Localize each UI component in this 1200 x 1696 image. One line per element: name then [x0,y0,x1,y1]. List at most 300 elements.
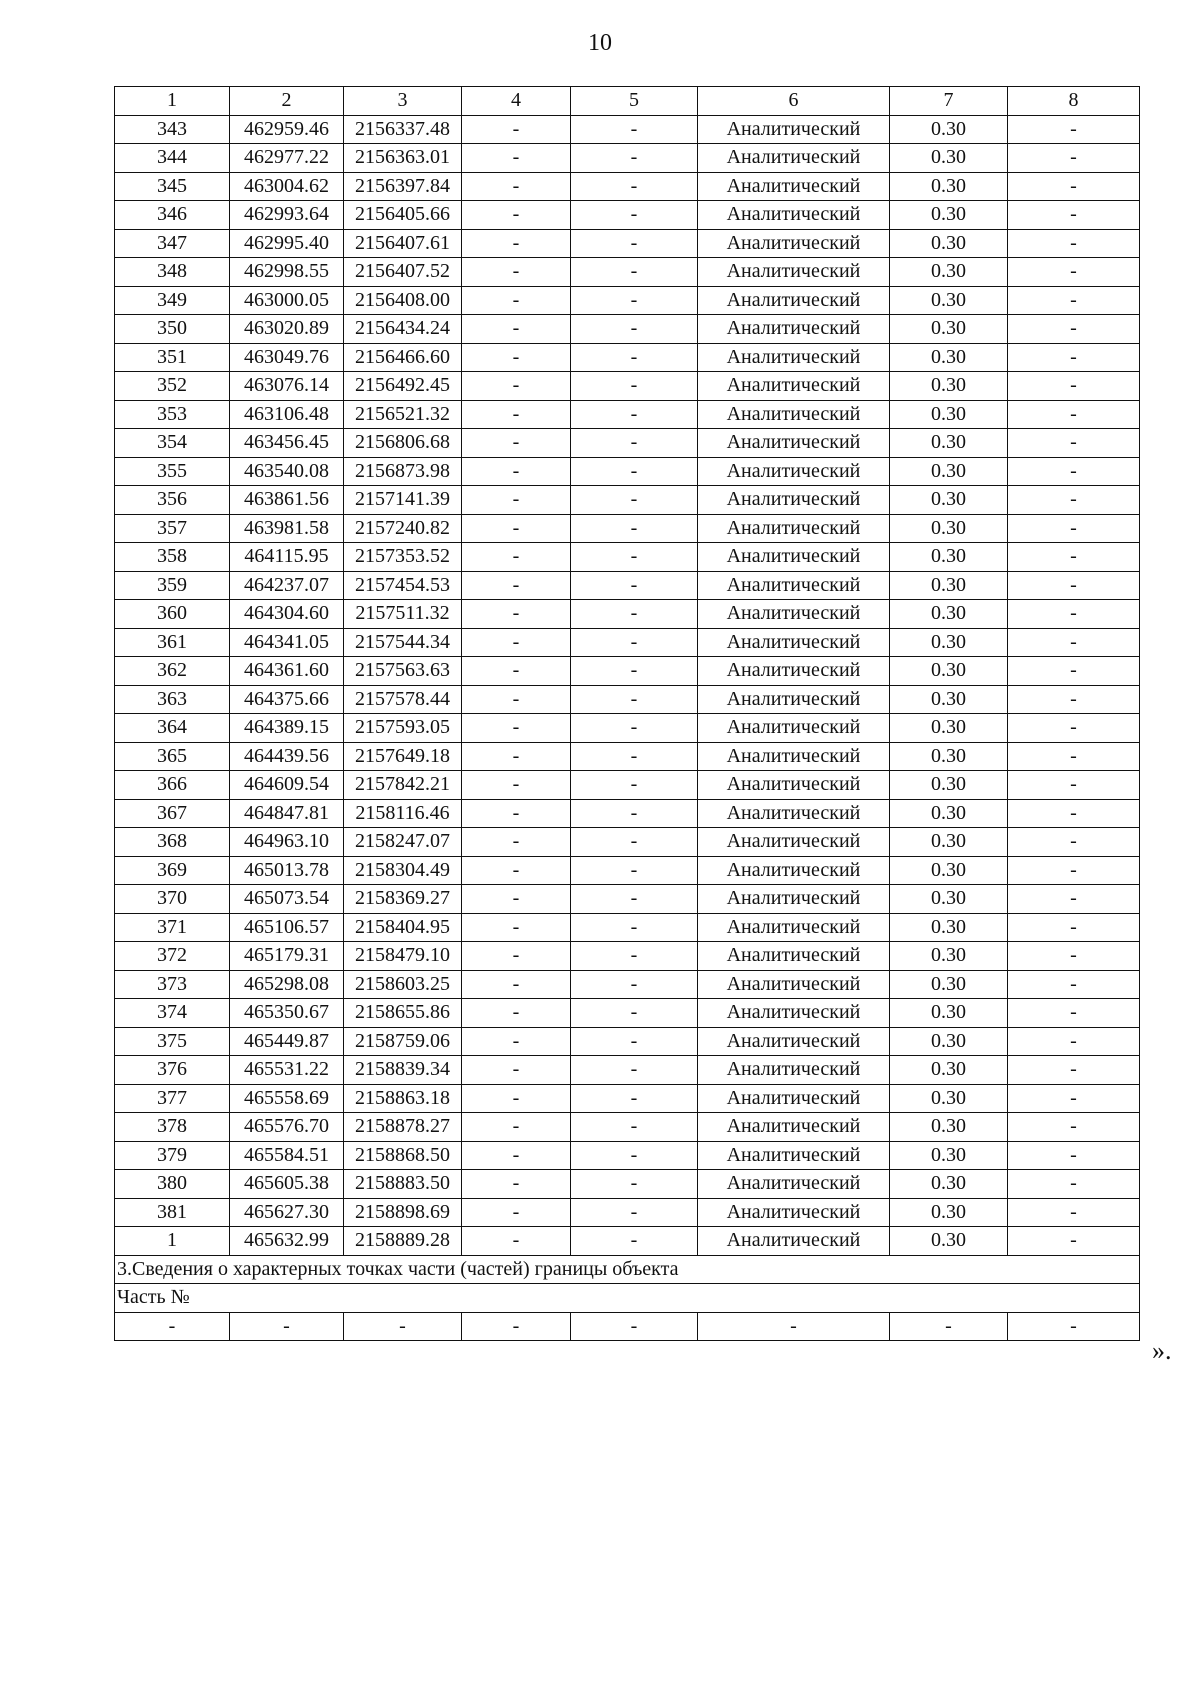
table-cell: - [1008,856,1140,885]
table-cell: 465449.87 [230,1027,344,1056]
table-cell: - [462,600,571,629]
table-cell: 463020.89 [230,315,344,344]
header-cell: 2 [230,87,344,116]
table-row [115,771,1140,800]
table-cell: 2156492.45 [344,372,462,401]
table-cell: - [462,429,571,458]
table-cell: 2156873.98 [344,457,462,486]
table-row [115,1084,1140,1113]
table-cell: 464115.95 [230,543,344,572]
table-cell: 344 [115,144,230,173]
table-cell: Аналитический [698,999,890,1028]
table-cell: - [571,201,698,230]
table-cell: - [571,457,698,486]
table-cell: - [571,628,698,657]
table-cell: 2157593.05 [344,714,462,743]
table-cell: - [571,1027,698,1056]
table-cell: - [571,856,698,885]
table-cell: - [1008,486,1140,515]
table-cell: - [1008,685,1140,714]
section-heading-row [115,1255,1140,1284]
table-cell: - [462,657,571,686]
table-cell: - [1008,144,1140,173]
table-cell: 0.30 [890,343,1008,372]
table-cell: - [1008,1113,1140,1142]
table-cell: 464963.10 [230,828,344,857]
table-cell: Аналитический [698,144,890,173]
table-cell: - [1008,1198,1140,1227]
table-cell: 350 [115,315,230,344]
table-cell: 365 [115,742,230,771]
table-cell: 2157454.53 [344,571,462,600]
table-cell: 353 [115,400,230,429]
boundary-points-table [114,86,1140,1341]
table-cell: 0.30 [890,1056,1008,1085]
table-cell: 364 [115,714,230,743]
table-row [115,600,1140,629]
table-row [115,144,1140,173]
table-cell: 357 [115,514,230,543]
table-cell: Аналитический [698,1198,890,1227]
table-row [115,1141,1140,1170]
table-cell: 345 [115,172,230,201]
table-cell: Аналитический [698,913,890,942]
table-cell: - [1008,172,1140,201]
table-cell: - [571,913,698,942]
table-cell: 378 [115,1113,230,1142]
table-cell: - [462,742,571,771]
table-cell: - [571,343,698,372]
table-cell: - [1008,543,1140,572]
table-cell: - [462,286,571,315]
table-cell: 463000.05 [230,286,344,315]
table-cell: 465576.70 [230,1113,344,1142]
table-cell: Аналитический [698,1084,890,1113]
empty-cell: - [344,1312,462,1341]
table-cell: 464609.54 [230,771,344,800]
table-cell: 0.30 [890,201,1008,230]
table-cell: 347 [115,229,230,258]
table-row [115,543,1140,572]
table-cell: - [571,315,698,344]
table-row [115,885,1140,914]
table-cell: 2158868.50 [344,1141,462,1170]
table-cell: 2158304.49 [344,856,462,885]
table-cell: Аналитический [698,115,890,144]
empty-cell: - [571,1312,698,1341]
table-cell: 465605.38 [230,1170,344,1199]
table-cell: 2157578.44 [344,685,462,714]
table-row [115,315,1140,344]
table-cell: 463049.76 [230,343,344,372]
table-cell: 373 [115,970,230,999]
table-row [115,685,1140,714]
table-cell: 465073.54 [230,885,344,914]
header-cell: 1 [115,87,230,116]
empty-part-row [115,1312,1140,1341]
table-row [115,1113,1140,1142]
header-row [115,87,1140,116]
table-cell: - [571,885,698,914]
table-cell: 0.30 [890,628,1008,657]
table-cell: 0.30 [890,1084,1008,1113]
table-row [115,913,1140,942]
table-cell: 375 [115,1027,230,1056]
table-cell: Аналитический [698,742,890,771]
table-cell: 0.30 [890,457,1008,486]
table-cell: - [462,799,571,828]
table-cell: 462977.22 [230,144,344,173]
table-row [115,258,1140,287]
table-row [115,343,1140,372]
table-cell: 465558.69 [230,1084,344,1113]
table-row [115,828,1140,857]
table-cell: 2158603.25 [344,970,462,999]
table-cell: 372 [115,942,230,971]
table-cell: - [571,1084,698,1113]
table-cell: 376 [115,1056,230,1085]
table-cell: 463004.62 [230,172,344,201]
table-cell: Аналитический [698,229,890,258]
table-cell: 463456.45 [230,429,344,458]
table-cell: - [571,942,698,971]
table-row [115,1027,1140,1056]
table-cell: 0.30 [890,429,1008,458]
table-cell: 2157141.39 [344,486,462,515]
table-cell: Аналитический [698,771,890,800]
table-cell: - [1008,600,1140,629]
table-cell: - [462,828,571,857]
header-cell: 7 [890,87,1008,116]
table-cell: 462995.40 [230,229,344,258]
table-cell: 0.30 [890,913,1008,942]
table-cell: 0.30 [890,1141,1008,1170]
table-cell: Аналитический [698,628,890,657]
table-row [115,999,1140,1028]
table-row [115,372,1140,401]
table-cell: 0.30 [890,1227,1008,1256]
table-cell: - [462,856,571,885]
table-cell: - [571,828,698,857]
table-cell: - [462,115,571,144]
table-cell: - [571,999,698,1028]
table-cell: 0.30 [890,1198,1008,1227]
table-cell: 2157842.21 [344,771,462,800]
table-cell: 465531.22 [230,1056,344,1085]
table-cell: Аналитический [698,799,890,828]
table-cell: - [1008,942,1140,971]
table-cell: - [1008,1084,1140,1113]
table-cell: 1 [115,1227,230,1256]
table-cell: 464847.81 [230,799,344,828]
table-cell: 367 [115,799,230,828]
table-cell: 0.30 [890,771,1008,800]
section-heading: 3.Сведения о характерных точках части (частей) границы объекта [115,1255,1140,1284]
table-cell: - [1008,400,1140,429]
table-cell: 0.30 [890,742,1008,771]
table-cell: 0.30 [890,372,1008,401]
table-cell: - [571,1170,698,1199]
table-cell: 359 [115,571,230,600]
table-cell: 465106.57 [230,913,344,942]
table-cell: - [1008,771,1140,800]
table-cell: Аналитический [698,571,890,600]
table-cell: 361 [115,628,230,657]
table-cell: Аналитический [698,1170,890,1199]
table-cell: Аналитический [698,286,890,315]
table-cell: 0.30 [890,685,1008,714]
table-row [115,115,1140,144]
table-cell: - [462,514,571,543]
table-cell: 2158116.46 [344,799,462,828]
table-cell: - [1008,970,1140,999]
table-cell: - [462,457,571,486]
table-row [115,1056,1140,1085]
empty-cell: - [230,1312,344,1341]
table-row [115,1227,1140,1256]
table-cell: Аналитический [698,1113,890,1142]
header-cell: 4 [462,87,571,116]
table-cell: - [571,286,698,315]
table-cell: - [462,1227,571,1256]
table-cell: 351 [115,343,230,372]
table-cell: 0.30 [890,315,1008,344]
table-footer [115,1255,1140,1341]
table-cell: 2158759.06 [344,1027,462,1056]
table-cell: 463540.08 [230,457,344,486]
table-cell: 463076.14 [230,372,344,401]
table-cell: - [462,913,571,942]
table-cell: 465179.31 [230,942,344,971]
table-cell: 369 [115,856,230,885]
table-cell: 379 [115,1141,230,1170]
table-cell: - [1008,714,1140,743]
table-cell: - [571,600,698,629]
table-cell: - [462,1170,571,1199]
table-cell: 463861.56 [230,486,344,515]
table-row [115,942,1140,971]
table-cell: - [1008,1170,1140,1199]
table-cell: 2156405.66 [344,201,462,230]
table-cell: - [1008,201,1140,230]
table-cell: 343 [115,115,230,144]
table-row [115,514,1140,543]
table-cell: 2156434.24 [344,315,462,344]
table-cell: - [462,343,571,372]
table-cell: - [571,372,698,401]
header-cell: 5 [571,87,698,116]
table-cell: Аналитический [698,429,890,458]
header-cell: 8 [1008,87,1140,116]
table-cell: Аналитический [698,657,890,686]
table-cell: 2156466.60 [344,343,462,372]
table-cell: - [462,999,571,1028]
table-cell: - [462,685,571,714]
table-cell: - [462,628,571,657]
table-cell: - [462,771,571,800]
table-cell: 377 [115,1084,230,1113]
table-cell: 2158863.18 [344,1084,462,1113]
table-cell: - [1008,1056,1140,1085]
empty-cell: - [1008,1312,1140,1341]
table-cell: - [462,1198,571,1227]
table-cell: - [1008,1227,1140,1256]
table-cell: - [571,514,698,543]
table-cell: 0.30 [890,799,1008,828]
table-cell: 2157649.18 [344,742,462,771]
table-cell: 2157240.82 [344,514,462,543]
table-cell: 0.30 [890,1027,1008,1056]
table-cell: 368 [115,828,230,857]
table-row [115,799,1140,828]
table-cell: 0.30 [890,571,1008,600]
table-cell: 464237.07 [230,571,344,600]
empty-cell: - [115,1312,230,1341]
table-cell: 465584.51 [230,1141,344,1170]
table-cell: 0.30 [890,970,1008,999]
table-cell: - [462,229,571,258]
table-cell: - [571,486,698,515]
table-cell: 0.30 [890,600,1008,629]
table-cell: - [462,1056,571,1085]
table-cell: 0.30 [890,144,1008,173]
table-cell: Аналитический [698,486,890,515]
table-cell: - [571,1198,698,1227]
table-cell: 380 [115,1170,230,1199]
table-cell: - [1008,657,1140,686]
table-cell: 371 [115,913,230,942]
empty-cell: - [890,1312,1008,1341]
table-cell: Аналитический [698,885,890,914]
table-cell: 352 [115,372,230,401]
table-row [115,742,1140,771]
table-cell: - [462,400,571,429]
table-cell: - [462,714,571,743]
table-cell: 370 [115,885,230,914]
table-row [115,286,1140,315]
table-cell: Аналитический [698,400,890,429]
table-cell: 0.30 [890,514,1008,543]
table-cell: - [1008,628,1140,657]
table-cell: 465627.30 [230,1198,344,1227]
table-cell: 356 [115,486,230,515]
table-cell: - [1008,315,1140,344]
table-cell: 0.30 [890,999,1008,1028]
table-cell: Аналитический [698,828,890,857]
table-body [115,87,1140,1256]
table-row [115,429,1140,458]
table-cell: Аналитический [698,543,890,572]
table-cell: 0.30 [890,286,1008,315]
table-cell: Аналитический [698,172,890,201]
table-cell: - [571,685,698,714]
table-cell: - [462,942,571,971]
table-cell: Аналитический [698,970,890,999]
table-cell: 462993.64 [230,201,344,230]
table-cell: 462959.46 [230,115,344,144]
table-cell: 2158839.34 [344,1056,462,1085]
table-cell: - [462,885,571,914]
table-cell: 2156407.52 [344,258,462,287]
table-cell: 354 [115,429,230,458]
table-cell: 464375.66 [230,685,344,714]
table-cell: Аналитический [698,1056,890,1085]
table-cell: 363 [115,685,230,714]
table-cell: - [571,258,698,287]
empty-cell: - [462,1312,571,1341]
table-cell: 0.30 [890,828,1008,857]
table-cell: - [462,486,571,515]
table-cell: - [462,201,571,230]
table-cell: - [571,657,698,686]
table-cell: 2158479.10 [344,942,462,971]
table-row [115,657,1140,686]
table-cell: - [1008,742,1140,771]
table-cell: - [1008,457,1140,486]
table-cell: Аналитический [698,514,890,543]
table-cell: 0.30 [890,543,1008,572]
table-cell: 2157563.63 [344,657,462,686]
table-cell: 2156337.48 [344,115,462,144]
page-number: 10 [588,30,612,56]
table-cell: 464341.05 [230,628,344,657]
table-cell: - [1008,372,1140,401]
table-cell: - [571,799,698,828]
table-cell: 0.30 [890,115,1008,144]
table-cell: - [1008,429,1140,458]
table-cell: 0.30 [890,172,1008,201]
table-cell: 2157544.34 [344,628,462,657]
table-cell: - [571,771,698,800]
table-cell: 2157353.52 [344,543,462,572]
table-cell: Аналитический [698,714,890,743]
table-cell: 2158247.07 [344,828,462,857]
table-row [115,856,1140,885]
table-cell: - [462,258,571,287]
header-cell: 6 [698,87,890,116]
table-cell: 0.30 [890,1170,1008,1199]
table-cell: 0.30 [890,885,1008,914]
table-cell: - [1008,286,1140,315]
table-cell: - [462,543,571,572]
table-cell: - [1008,885,1140,914]
table-row [115,486,1140,515]
table-cell: 464439.56 [230,742,344,771]
table-cell: - [462,1027,571,1056]
table-cell: - [1008,799,1140,828]
table-cell: 360 [115,600,230,629]
table-cell: 2158898.69 [344,1198,462,1227]
table-row [115,400,1140,429]
table-cell: - [462,1084,571,1113]
table-cell: - [571,1113,698,1142]
table-cell: 358 [115,543,230,572]
table-cell: - [1008,1141,1140,1170]
table-cell: 2158655.86 [344,999,462,1028]
table-cell: 381 [115,1198,230,1227]
table-cell: - [462,571,571,600]
table-cell: - [571,543,698,572]
table-cell: 349 [115,286,230,315]
table-cell: 2158883.50 [344,1170,462,1199]
table-cell: Аналитический [698,315,890,344]
table-cell: - [1008,514,1140,543]
table-cell: 463106.48 [230,400,344,429]
table-cell: Аналитический [698,1227,890,1256]
table-cell: - [1008,571,1140,600]
table-cell: Аналитический [698,372,890,401]
table-cell: 355 [115,457,230,486]
